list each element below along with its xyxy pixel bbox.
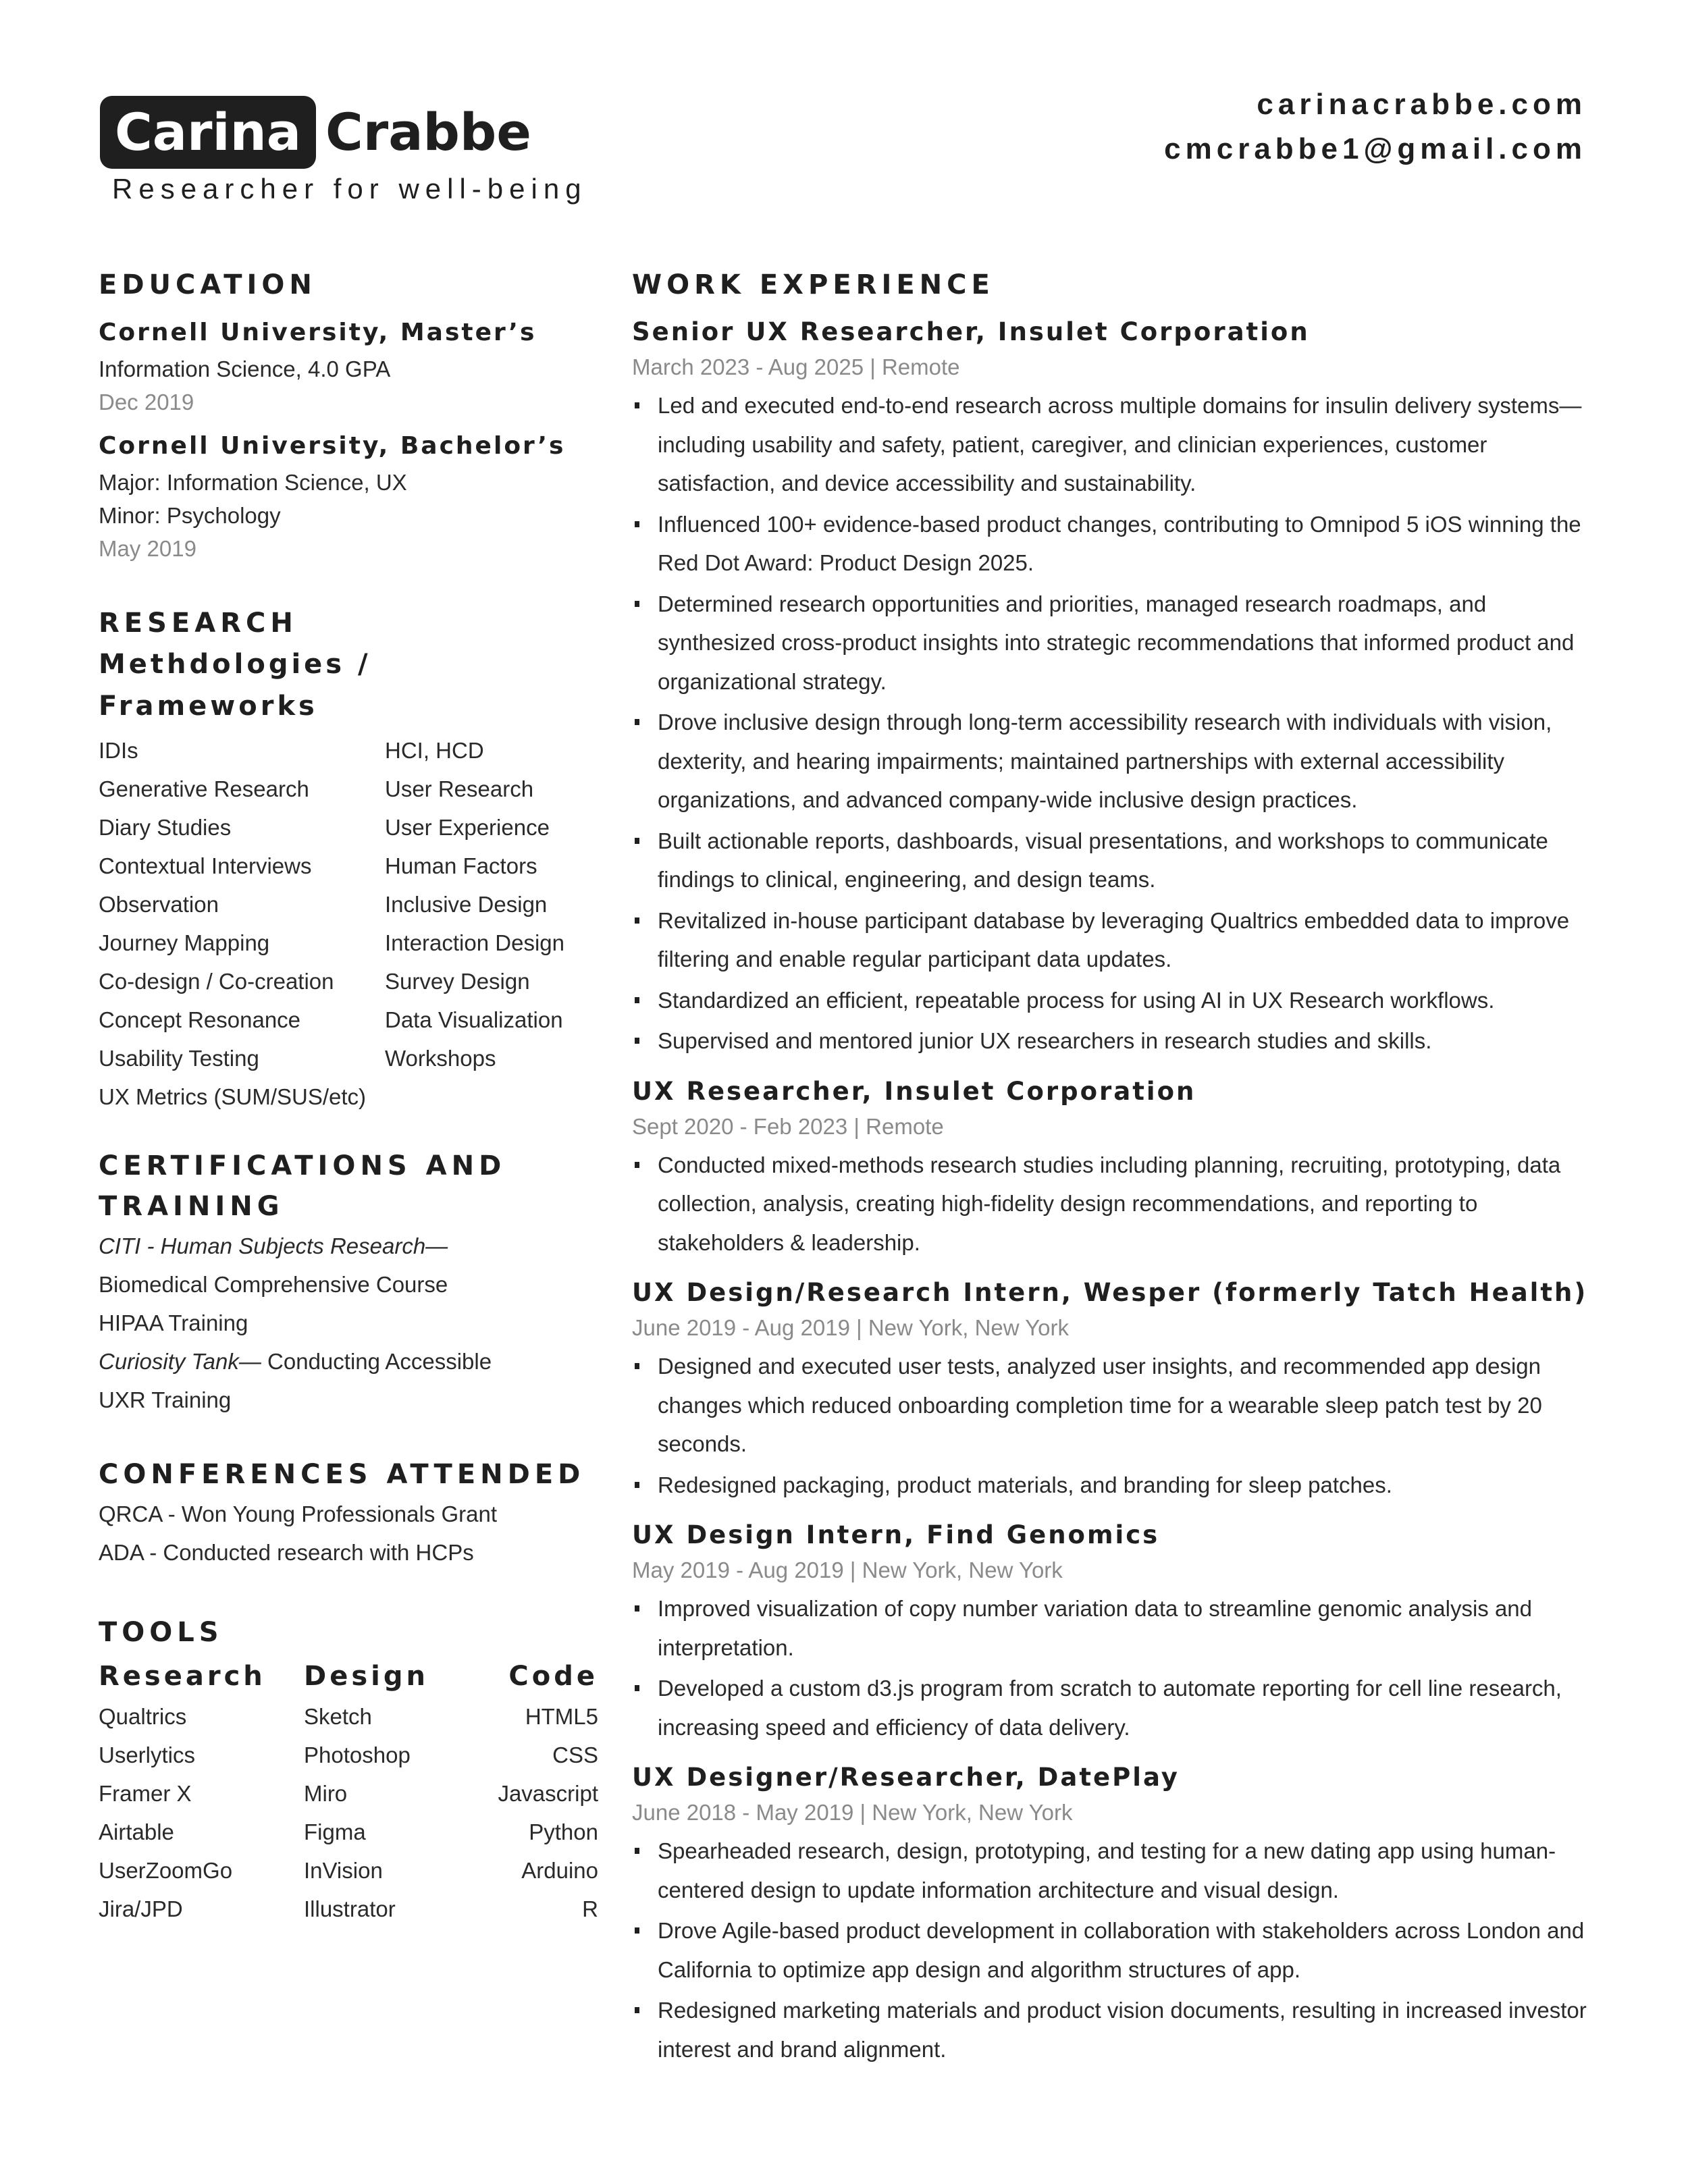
name-logo xyxy=(100,96,531,169)
job-bullet: Revitalized in-house participant database by leveraging Qualtrics embedded data to improve filtering and enable regular participant data updates. xyxy=(632,901,1593,979)
last-name: Crabbe xyxy=(325,102,531,162)
job-entry xyxy=(632,1759,1593,2069)
research-skill: Journey Mapping xyxy=(99,930,270,955)
conferences-section xyxy=(99,1454,591,1572)
tool-item: Airtable xyxy=(99,1819,174,1844)
degree-line: Minor: Psychology xyxy=(99,503,281,528)
tool-item: Userlytics xyxy=(99,1742,196,1767)
job-bullet: Built actionable reports, dashboards, visual presentations, and workshops to communicate findings to clinical, engineering, and design teams. xyxy=(632,822,1593,899)
job-entry xyxy=(632,1516,1593,1747)
certifications-section xyxy=(99,1146,591,1419)
research-skill: Usability Testing xyxy=(99,1046,259,1071)
cert-citi-line2: Biomedical Comprehensive Course xyxy=(99,1272,448,1297)
tool-item: UserZoomGo xyxy=(99,1858,233,1883)
left-column xyxy=(99,265,598,1928)
certifications-title-line2: TRAINING xyxy=(99,1191,284,1222)
email-link[interactable]: cmcrabbe1@gmail.com xyxy=(1164,132,1587,165)
tool-item: Framer X xyxy=(99,1781,192,1806)
tool-item: Jira/JPD xyxy=(99,1896,183,1921)
research-section xyxy=(99,603,591,1116)
research-skill: HCI, HCD xyxy=(385,738,484,763)
institution: Cornell University, Master’s xyxy=(99,319,537,346)
research-subtitle: Methdologies / Frameworks xyxy=(99,649,371,722)
job-bullets xyxy=(632,1146,1593,1262)
tools-grid xyxy=(99,1655,598,1928)
job-meta: May 2019 - Aug 2019 | New York, New York xyxy=(632,1557,1063,1582)
conferences-title: CONFERENCES ATTENDED xyxy=(99,1459,585,1490)
tool-item: Figma xyxy=(304,1819,366,1844)
tools-research-col xyxy=(99,1655,304,1928)
institution: Cornell University, Bachelor’s xyxy=(99,432,566,460)
tool-item: CSS xyxy=(552,1742,598,1767)
degree-line: Major: Information Science, UX xyxy=(99,470,407,495)
degree-line: Information Science, 4.0 GPA xyxy=(99,356,391,381)
right-column xyxy=(632,265,1593,2071)
job-entry xyxy=(632,1274,1593,1504)
job-bullets xyxy=(632,1589,1593,1747)
tool-item: Qualtrics xyxy=(99,1704,187,1729)
research-skills-col2 xyxy=(385,731,587,1116)
cert-curiosity-line2: UXR Training xyxy=(99,1387,232,1412)
tagline: Researcher for well-being xyxy=(112,173,587,205)
job-bullet: Designed and executed user tests, analyzed user insights, and recommended app design changes which reduced onboarding completion time for a wearable sleep patch test by 20 seconds. xyxy=(632,1347,1593,1464)
tool-item: HTML5 xyxy=(525,1704,598,1729)
research-skill: Interaction Design xyxy=(385,930,564,955)
research-skill: Contextual Interviews xyxy=(99,853,312,878)
job-bullets xyxy=(632,1347,1593,1504)
research-skill: User Experience xyxy=(385,815,550,840)
tool-item: Photoshop xyxy=(304,1742,411,1767)
job-entry xyxy=(632,1073,1593,1262)
research-skill: Data Visualization xyxy=(385,1007,563,1032)
job-title: UX Researcher, Insulet Corporation xyxy=(632,1076,1196,1106)
conference-item: QRCA - Won Young Professionals Grant xyxy=(99,1501,498,1526)
job-bullet: Redesigned marketing materials and product vision documents, resulting in increased investor interest and brand alignment. xyxy=(632,1991,1593,2069)
job-bullet: Spearheaded research, design, prototyping, and testing for a new dating app using human-centered design to update information architecture and visual design. xyxy=(632,1832,1593,1909)
job-bullet: Standardized an efficient, repeatable process for using AI in UX Research workflows. xyxy=(632,981,1593,1020)
job-bullets xyxy=(632,1832,1593,2069)
tools-design-header: Design xyxy=(304,1661,429,1692)
job-bullet: Developed a custom d3.js program from scratch to automate reporting for cell line research, increasing speed and efficiency of data delivery. xyxy=(632,1669,1593,1747)
education-entry xyxy=(99,313,591,419)
cert-citi-name: CITI - Human Subjects Research— xyxy=(99,1233,448,1258)
job-bullet: Redesigned packaging, product materials, and branding for sleep patches. xyxy=(632,1466,1593,1505)
tool-item: Illustrator xyxy=(304,1896,396,1921)
research-skill: Observation xyxy=(99,892,219,917)
contact-info xyxy=(1164,82,1587,171)
certifications-title: CERTIFICATIONS AND xyxy=(99,1150,506,1181)
research-skill: Diary Studies xyxy=(99,815,232,840)
research-skill: Concept Resonance xyxy=(99,1007,301,1032)
job-entry xyxy=(632,313,1593,1061)
job-meta: June 2019 - Aug 2019 | New York, New York xyxy=(632,1315,1070,1340)
job-title: UX Design Intern, Find Genomics xyxy=(632,1520,1160,1549)
job-meta: March 2023 - Aug 2025 | Remote xyxy=(632,354,960,379)
job-meta: Sept 2020 - Feb 2023 | Remote xyxy=(632,1113,944,1139)
tool-item: Javascript xyxy=(498,1781,598,1806)
research-skill: Workshops xyxy=(385,1046,496,1071)
research-skill: UX Metrics (SUM/SUS/etc) xyxy=(99,1084,367,1109)
job-bullet: Conducted mixed-methods research studies including planning, recruiting, prototyping, data collection, analysis, creating high-fidelity design recommendations, and reporting to stakeholders & leadership. xyxy=(632,1146,1593,1262)
job-list xyxy=(632,313,1593,2069)
research-skill: User Research xyxy=(385,776,534,801)
tools-code-header: Code xyxy=(508,1661,598,1692)
research-skill: IDIs xyxy=(99,738,138,763)
research-skill: Co-design / Co-creation xyxy=(99,969,334,994)
tool-item: Arduino xyxy=(521,1858,598,1883)
cert-curiosity-name: Curiosity Tank xyxy=(99,1349,239,1374)
education-date: May 2019 xyxy=(99,536,196,561)
job-bullets xyxy=(632,386,1593,1061)
cert-curiosity xyxy=(99,1342,591,1381)
education-date: Dec 2019 xyxy=(99,390,194,415)
cert-curiosity-rest: — Conducting Accessible xyxy=(238,1349,492,1374)
education-entry xyxy=(99,427,591,565)
tools-research-header: Research xyxy=(99,1661,266,1692)
job-bullet: Determined research opportunities and priorities, managed research roadmaps, and synthesized cross-product insights into strategic recommendations that informed product and organizational strategy. xyxy=(632,585,1593,701)
job-bullet: Supervised and mentored junior UX researchers in research studies and skills. xyxy=(632,1021,1593,1061)
tool-item: Miro xyxy=(304,1781,348,1806)
tool-item: R xyxy=(582,1896,598,1921)
job-title: UX Design/Research Intern, Wesper (formerly Tatch Health) xyxy=(632,1278,1588,1307)
research-skill: Generative Research xyxy=(99,776,309,801)
cert-citi xyxy=(99,1227,591,1265)
education-section xyxy=(99,265,591,565)
research-skills xyxy=(99,731,591,1116)
tool-item: Python xyxy=(529,1819,598,1844)
research-skill: Survey Design xyxy=(385,969,530,994)
job-bullet: Led and executed end-to-end research across multiple domains for insulin delivery systems— including usability and safety, patient, caregiver, and clinician experiences, customer satisfaction, and device accessibility and sustainability. xyxy=(632,386,1593,503)
job-title: Senior UX Researcher, Insulet Corporation xyxy=(632,317,1310,346)
cert-hipaa: HIPAA Training xyxy=(99,1310,248,1335)
tools-code-col xyxy=(473,1655,598,1928)
research-title: RESEARCH xyxy=(99,608,298,639)
first-name: Carina xyxy=(100,96,316,169)
job-bullet: Drove Agile-based product development in collaboration with stakeholders across London and California to optimize app design and algorithm structures of app. xyxy=(632,1911,1593,1989)
website-link[interactable]: carinacrabbe.com xyxy=(1257,88,1587,121)
job-bullet: Drove inclusive design through long-term accessibility research with individuals with vision, dexterity, and hearing impairments; maintained partnerships with external accessibility organizations, and advanced company-wide inclusive design practices. xyxy=(632,703,1593,820)
education-title: EDUCATION xyxy=(99,269,317,300)
job-bullet: Improved visualization of copy number variation data to streamline genomic analysis and interpretation. xyxy=(632,1589,1593,1667)
work-experience-title: WORK EXPERIENCE xyxy=(632,269,995,300)
conference-item: ADA - Conducted research with HCPs xyxy=(99,1540,474,1565)
tools-design-col xyxy=(304,1655,473,1928)
tool-item: InVision xyxy=(304,1858,383,1883)
tools-title: TOOLS xyxy=(99,1617,223,1648)
research-skill: Human Factors xyxy=(385,853,537,878)
tool-item: Sketch xyxy=(304,1704,372,1729)
job-bullet: Influenced 100+ evidence-based product changes, contributing to Omnipod 5 iOS winning the Red Dot Award: Product Design 2025. xyxy=(632,505,1593,583)
tools-section xyxy=(99,1612,598,1928)
research-skills-col1 xyxy=(99,731,385,1116)
research-skill: Inclusive Design xyxy=(385,892,548,917)
job-title: UX Designer/Researcher, DatePlay xyxy=(632,1763,1180,1792)
job-meta: June 2018 - May 2019 | New York, New York xyxy=(632,1800,1073,1825)
